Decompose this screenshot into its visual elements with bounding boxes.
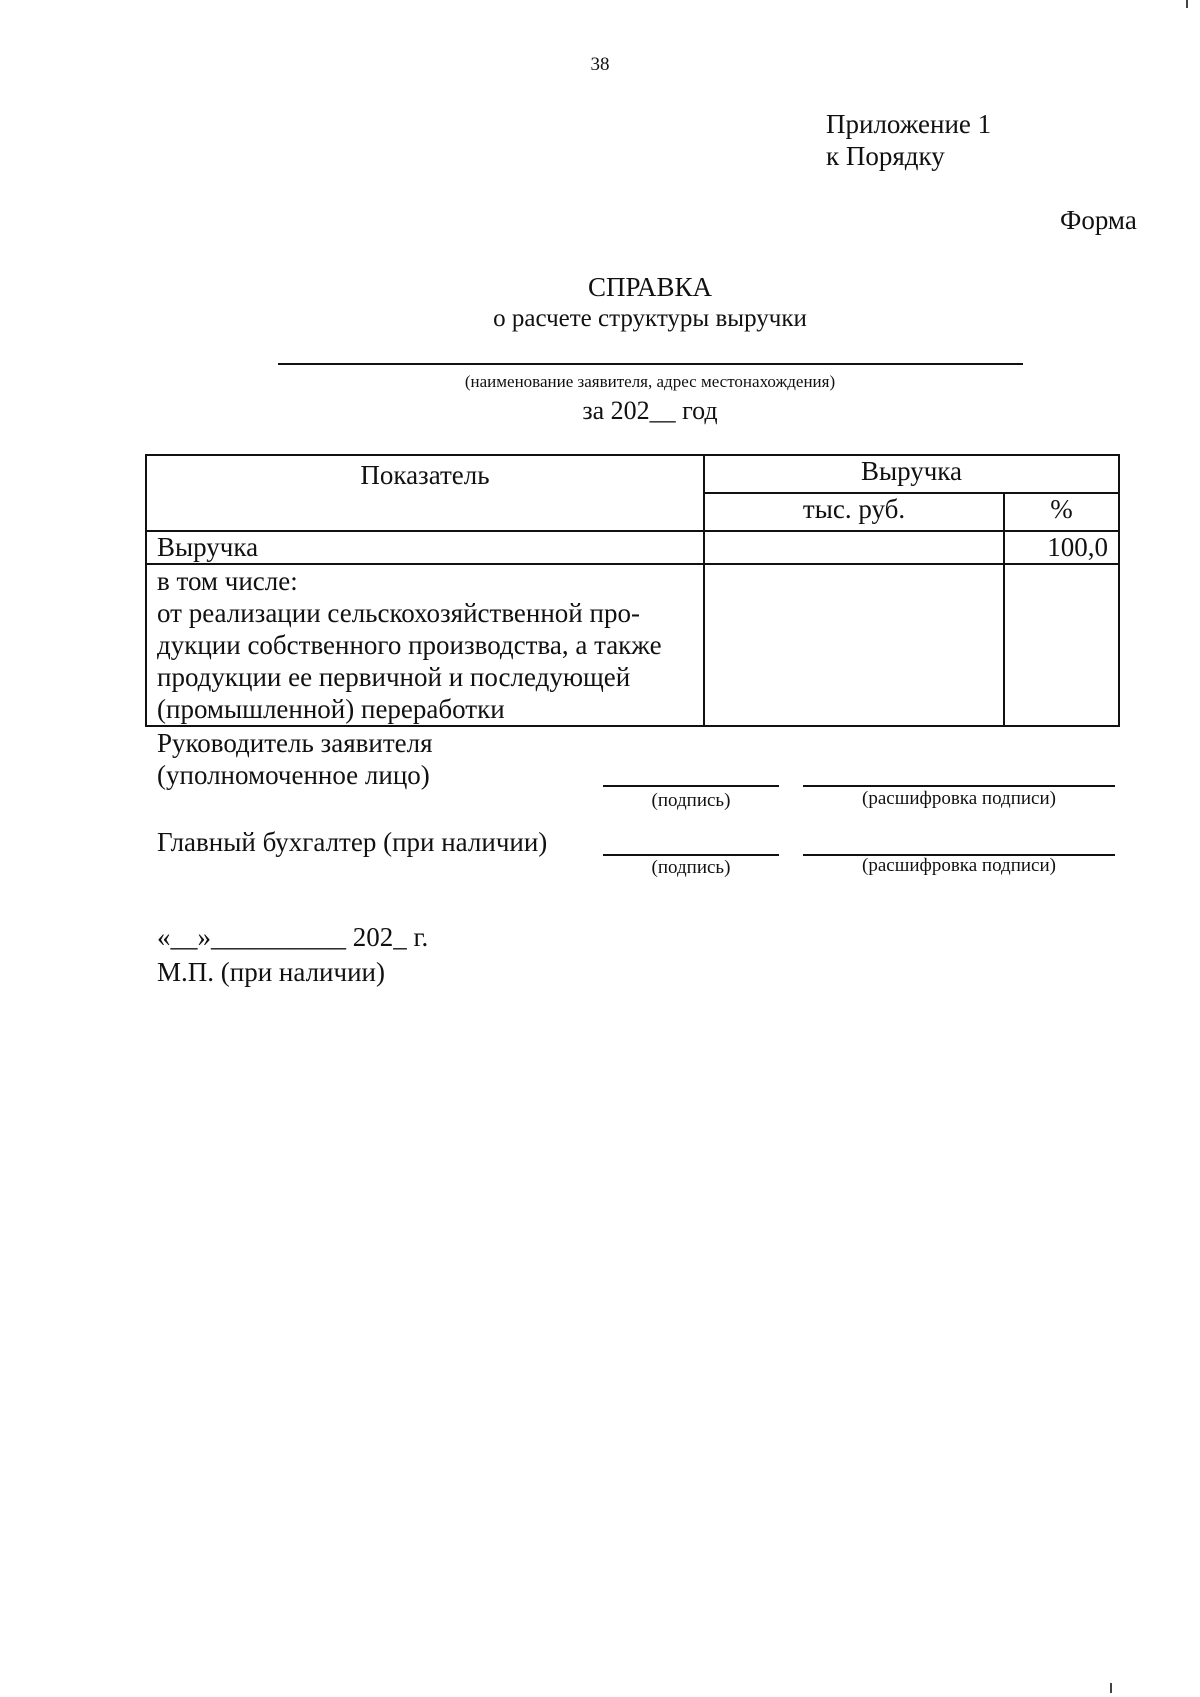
header-thousand-rub: тыс. руб. — [704, 493, 1004, 531]
head-decryption-caption: (расшифровка подписи) — [862, 788, 1056, 809]
head-signatory — [157, 727, 433, 791]
accountant-signature-line — [603, 854, 779, 856]
header-percent: % — [1004, 493, 1119, 531]
appendix-line-1: Приложение 1 — [826, 109, 992, 139]
row-agri-thousand-rub — [704, 564, 1004, 726]
head-signatory-line-1: Руководитель заявителя — [157, 728, 433, 758]
row-agri-line: (промышленной) переработки — [157, 694, 505, 724]
scan-mark — [1110, 1683, 1112, 1693]
applicant-caption: (наименование заявителя, адрес местонахождения) — [464, 372, 836, 391]
form-label: Форма — [1060, 205, 1137, 235]
appendix-line-2: к Порядку — [826, 141, 945, 171]
stamp-line: М.П. (при наличии) — [157, 957, 385, 987]
row-agri-indicator — [146, 564, 704, 726]
head-decryption-line — [803, 785, 1115, 787]
date-line: «__»__________ 202_ г. — [157, 922, 429, 952]
head-signature-line — [603, 785, 779, 787]
accountant-decryption-caption: (расшифровка подписи) — [862, 855, 1056, 876]
table-header-row — [146, 455, 1119, 493]
head-signature-caption: (подпись) — [651, 790, 731, 811]
revenue-table — [145, 454, 1120, 727]
document-subtitle: о расчете структуры выручки — [493, 305, 807, 332]
row-revenue-thousand-rub — [704, 531, 1004, 564]
table-row — [146, 531, 1119, 564]
row-agri-line: продукции ее первичной и последующей — [157, 662, 631, 692]
document-title: СПРАВКА — [587, 272, 713, 302]
header-indicator: Показатель — [146, 455, 704, 531]
row-revenue-indicator: Выручка — [146, 531, 704, 564]
row-agri-percent — [1004, 564, 1119, 726]
header-revenue: Выручка — [704, 455, 1119, 493]
head-signatory-line-2: (уполномоченное лицо) — [157, 760, 430, 790]
accountant-signature-caption: (подпись) — [651, 857, 731, 878]
row-agri-line: в том числе: — [157, 566, 298, 596]
report-year-line: за 202__ год — [582, 396, 718, 425]
scan-mark — [1186, 0, 1188, 8]
appendix-reference — [826, 108, 991, 172]
row-agri-line: от реализации сельскохозяйственной про- — [157, 598, 640, 628]
page-number: 38 — [590, 54, 610, 75]
applicant-name-line — [278, 363, 1023, 365]
row-revenue-percent: 100,0 — [1004, 531, 1119, 564]
table-row — [146, 564, 1119, 726]
row-agri-line: дукции собственного производства, а также — [157, 630, 662, 660]
chief-accountant-signatory: Главный бухгалтер (при наличии) — [157, 827, 548, 857]
